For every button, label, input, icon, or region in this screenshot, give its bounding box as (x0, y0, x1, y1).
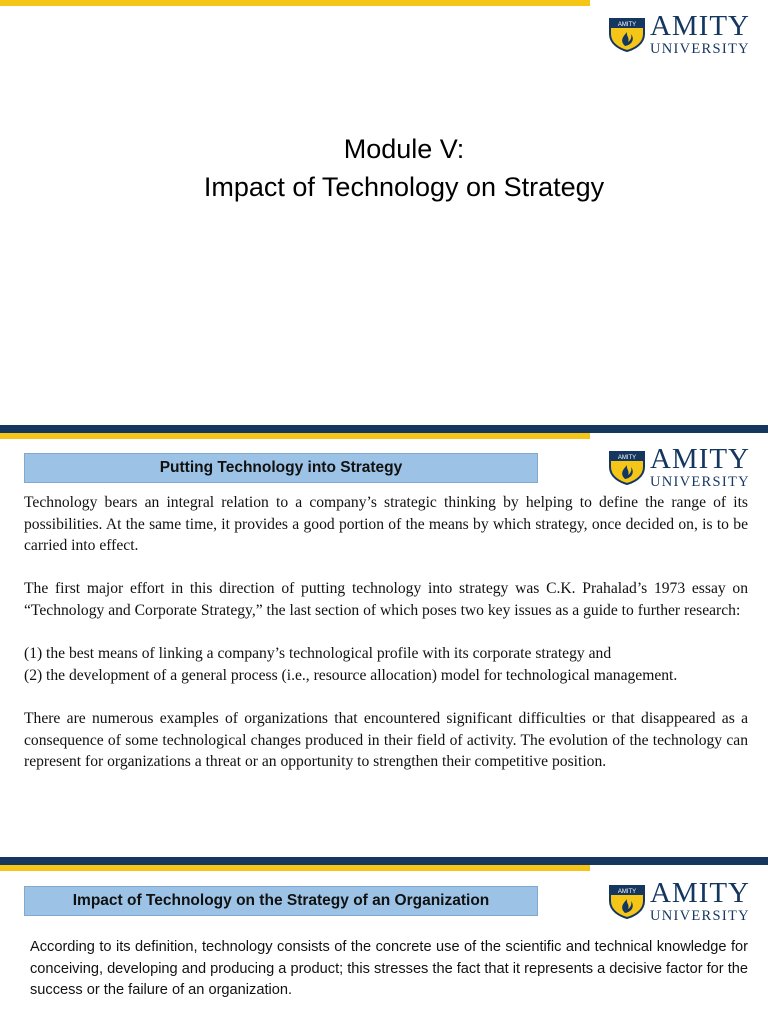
numbered-list (24, 643, 748, 686)
top-bar-gold (0, 0, 590, 6)
section-heading: Putting Technology into Strategy (24, 453, 538, 483)
amity-shield-icon (608, 16, 646, 52)
top-bar-navy (0, 857, 768, 865)
module-title-line2: Impact of Technology on Strategy (203, 172, 605, 202)
logo-word-university: UNIVERSITY (649, 908, 750, 924)
amity-logo (608, 445, 750, 490)
logo-word-university: UNIVERSITY (649, 41, 750, 57)
logo-word-amity: AMITY (649, 443, 750, 475)
amity-logo (608, 879, 750, 924)
list-text: the development of a general process (i.e., resource allocation) model for technological management. (46, 666, 678, 684)
amity-shield-icon (608, 449, 646, 485)
shield-text: AMITY (617, 455, 637, 462)
paragraph: There are numerous examples of organizations that encountered significant difficulties or that disappeared as a consequence of some technological changes produced in their field of activity. The evolution of the technology can represent for organizations a threat or an opportunity to strengthen their competitive position. (24, 709, 748, 771)
paragraph: Technology bears an integral relation to a company’s strategic thinking by helping to define the range of its possibilities. At the same time, it provides a good portion of the means by which strategy, once decided on, is to be carried into effect. (24, 494, 748, 555)
logo-word-amity: AMITY (649, 10, 750, 42)
slide-body (24, 492, 748, 794)
top-bar-navy (0, 425, 768, 433)
top-bar-gold (0, 433, 590, 439)
slide-body (30, 937, 748, 1002)
list-number: (2) (24, 666, 43, 684)
paragraph: According to its definition, technology consists of the concrete use of the scientific and technical knowledge for conceiving, developing and producing a product; this stresses the fact that it represents a decisive factor for the success or the failure of an organization. (30, 939, 748, 999)
paragraph: The first major effort in this direction of putting technology into strategy was C.K. Prahalad’s 1973 essay on “Technology and Corporate Strategy,” the last section of which poses two key issues as a guide to further research: (24, 580, 748, 619)
logo-word-amity: AMITY (649, 877, 750, 909)
list-number: (1) (24, 645, 43, 663)
shield-text: AMITY (617, 22, 637, 29)
top-bar-gold (0, 865, 590, 871)
content-slide-1 (0, 425, 768, 857)
amity-logo (608, 12, 750, 57)
logo-word-university: UNIVERSITY (649, 474, 750, 490)
amity-shield-icon (608, 883, 646, 919)
title-slide (0, 0, 768, 425)
shield-text: AMITY (617, 889, 637, 896)
list-text: the best means of linking a company’s technological profile with its corporate strategy and (46, 645, 612, 663)
module-title-line1: Module V: (343, 134, 465, 164)
list-item (24, 665, 748, 687)
list-item (24, 643, 748, 665)
content-slide-2 (0, 857, 768, 1024)
module-title (0, 130, 768, 206)
section-heading: Impact of Technology on the Strategy of an Organization (24, 886, 538, 916)
